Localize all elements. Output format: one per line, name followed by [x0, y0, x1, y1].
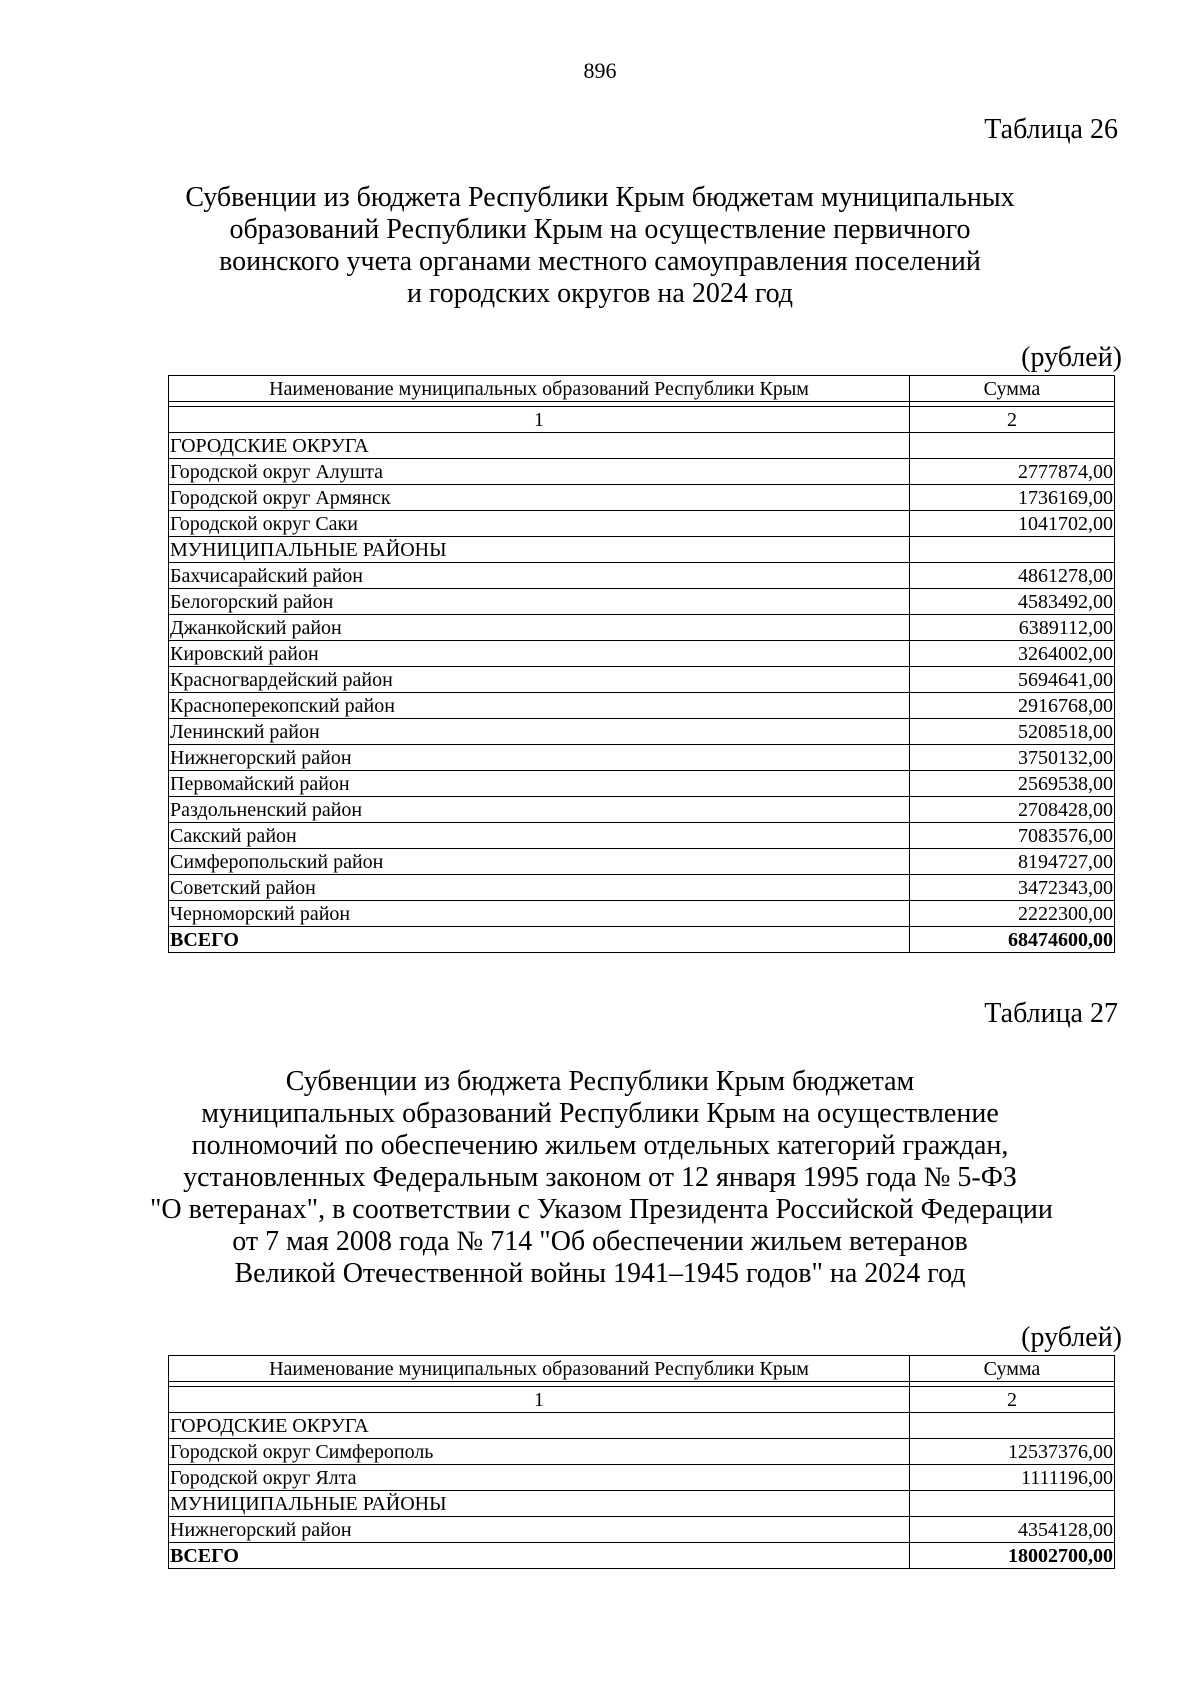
title-line: Субвенции из бюджета Республики Крым бюджетам — [285, 1066, 915, 1097]
name-cell: Нижнегорский район — [169, 745, 910, 771]
table-row — [169, 1439, 1115, 1465]
table-26-title — [150, 182, 1050, 310]
sum-cell: 2569538,00 — [910, 771, 1115, 797]
table-row — [169, 1413, 1115, 1439]
name-cell: Бахчисарайский район — [169, 563, 910, 589]
name-cell: Первомайский район — [169, 771, 910, 797]
sum-cell: 1736169,00 — [910, 485, 1115, 511]
table-row — [169, 511, 1115, 537]
table-row — [169, 693, 1115, 719]
table-27-units: (рублей) — [1021, 1322, 1122, 1353]
col-number-cell: 1 — [169, 1387, 910, 1413]
title-line: образований Республики Крым на осуществление первичного — [229, 214, 971, 245]
col-number-cell: 1 — [169, 407, 910, 433]
table-row — [169, 537, 1115, 563]
total-label-cell: ВСЕГО — [169, 927, 910, 953]
name-cell: Городской округ Симферополь — [169, 1439, 910, 1465]
table-row — [169, 797, 1115, 823]
total-sum-cell: 18002700,00 — [910, 1543, 1115, 1569]
header-name-cell: Наименование муниципальных образований Республики Крым — [169, 1356, 910, 1382]
col-numbers-row — [169, 407, 1115, 433]
table-27 — [168, 1355, 1115, 1569]
page-number: 896 — [583, 58, 617, 83]
name-cell: Джанкойский район — [169, 615, 910, 641]
sum-cell — [910, 433, 1115, 459]
title-line: полномочий по обеспечению жильем отдельных категорий граждан, — [191, 1130, 1009, 1161]
name-cell: Кировский район — [169, 641, 910, 667]
header-sum-cell: Сумма — [910, 376, 1115, 402]
table-row — [169, 433, 1115, 459]
name-cell: МУНИЦИПАЛЬНЫЕ РАЙОНЫ — [169, 1491, 910, 1517]
sum-cell: 12537376,00 — [910, 1439, 1115, 1465]
col-number-cell: 2 — [910, 407, 1115, 433]
title-line: установленных Федеральным законом от 12 января 1995 года № 5-ФЗ — [183, 1162, 1017, 1193]
table-26-label: Таблица 26 — [984, 114, 1118, 145]
sum-cell: 7083576,00 — [910, 823, 1115, 849]
table-row — [169, 1491, 1115, 1517]
header-sum-cell: Сумма — [910, 1356, 1115, 1382]
title-line: "О ветеранах", в соответствии с Указом Президента Российской Федерации — [150, 1194, 1053, 1225]
sum-cell: 2222300,00 — [910, 901, 1115, 927]
name-cell: Красногвардейский район — [169, 667, 910, 693]
title-line: Великой Отечественной войны 1941–1945 годов" на 2024 год — [234, 1258, 966, 1289]
table-row — [169, 745, 1115, 771]
table-row — [169, 1517, 1115, 1543]
header-row — [169, 1356, 1115, 1382]
sum-cell: 3472343,00 — [910, 875, 1115, 901]
sum-cell: 6389112,00 — [910, 615, 1115, 641]
sum-cell: 5694641,00 — [910, 667, 1115, 693]
table-row — [169, 589, 1115, 615]
table-26 — [168, 375, 1115, 953]
sum-cell: 3264002,00 — [910, 641, 1115, 667]
header-row — [169, 376, 1115, 402]
name-cell: Сакский район — [169, 823, 910, 849]
table-row — [169, 901, 1115, 927]
title-line: и городских округов на 2024 год — [406, 278, 794, 309]
table-row — [169, 719, 1115, 745]
sum-cell — [910, 537, 1115, 563]
table-body — [169, 1356, 1115, 1569]
name-cell: Раздольненский район — [169, 797, 910, 823]
sum-cell: 1111196,00 — [910, 1465, 1115, 1491]
table-27-label: Таблица 27 — [984, 998, 1118, 1029]
sum-cell: 2708428,00 — [910, 797, 1115, 823]
name-cell: Белогорский район — [169, 589, 910, 615]
table-row — [169, 875, 1115, 901]
table-row — [169, 667, 1115, 693]
title-line: муниципальных образований Республики Крым на осуществление — [201, 1098, 999, 1129]
col-numbers-row — [169, 1387, 1115, 1413]
sum-cell: 4583492,00 — [910, 589, 1115, 615]
table-27-title — [150, 1066, 1053, 1290]
sum-cell: 8194727,00 — [910, 849, 1115, 875]
name-cell: Красноперекопский район — [169, 693, 910, 719]
name-cell: Городской округ Армянск — [169, 485, 910, 511]
name-cell: Черноморский район — [169, 901, 910, 927]
sum-cell: 5208518,00 — [910, 719, 1115, 745]
table-row — [169, 1465, 1115, 1491]
sum-cell — [910, 1491, 1115, 1517]
sum-cell: 2916768,00 — [910, 693, 1115, 719]
sum-cell — [910, 1413, 1115, 1439]
table-row — [169, 485, 1115, 511]
title-line: от 7 мая 2008 года № 714 "Об обеспечении жильем ветеранов — [232, 1226, 968, 1257]
sum-cell: 4861278,00 — [910, 563, 1115, 589]
table-row — [169, 771, 1115, 797]
name-cell: Советский район — [169, 875, 910, 901]
name-cell: ГОРОДСКИЕ ОКРУГА — [169, 1413, 910, 1439]
table-row — [169, 459, 1115, 485]
table-row — [169, 563, 1115, 589]
col-number-cell: 2 — [910, 1387, 1115, 1413]
sum-cell: 4354128,00 — [910, 1517, 1115, 1543]
table-row — [169, 849, 1115, 875]
table-26-units: (рублей) — [1021, 342, 1122, 373]
table-row — [169, 823, 1115, 849]
name-cell: Нижнегорский район — [169, 1517, 910, 1543]
title-line: воинского учета органами местного самоуправления поселений — [219, 246, 981, 277]
total-sum-cell: 68474600,00 — [910, 927, 1115, 953]
title-line: Субвенции из бюджета Республики Крым бюджетам муниципальных — [185, 182, 1015, 213]
name-cell: Городской округ Ялта — [169, 1465, 910, 1491]
sum-cell: 1041702,00 — [910, 511, 1115, 537]
name-cell: Городской округ Алушта — [169, 459, 910, 485]
header-name-cell: Наименование муниципальных образований Республики Крым — [169, 376, 910, 402]
table-body — [169, 376, 1115, 953]
total-row — [169, 1543, 1115, 1569]
name-cell: ГОРОДСКИЕ ОКРУГА — [169, 433, 910, 459]
table-row — [169, 615, 1115, 641]
name-cell: Симферопольский район — [169, 849, 910, 875]
name-cell: Ленинский район — [169, 719, 910, 745]
total-label-cell: ВСЕГО — [169, 1543, 910, 1569]
name-cell: МУНИЦИПАЛЬНЫЕ РАЙОНЫ — [169, 537, 910, 563]
sum-cell: 3750132,00 — [910, 745, 1115, 771]
total-row — [169, 927, 1115, 953]
name-cell: Городской округ Саки — [169, 511, 910, 537]
table-row — [169, 641, 1115, 667]
sum-cell: 2777874,00 — [910, 459, 1115, 485]
